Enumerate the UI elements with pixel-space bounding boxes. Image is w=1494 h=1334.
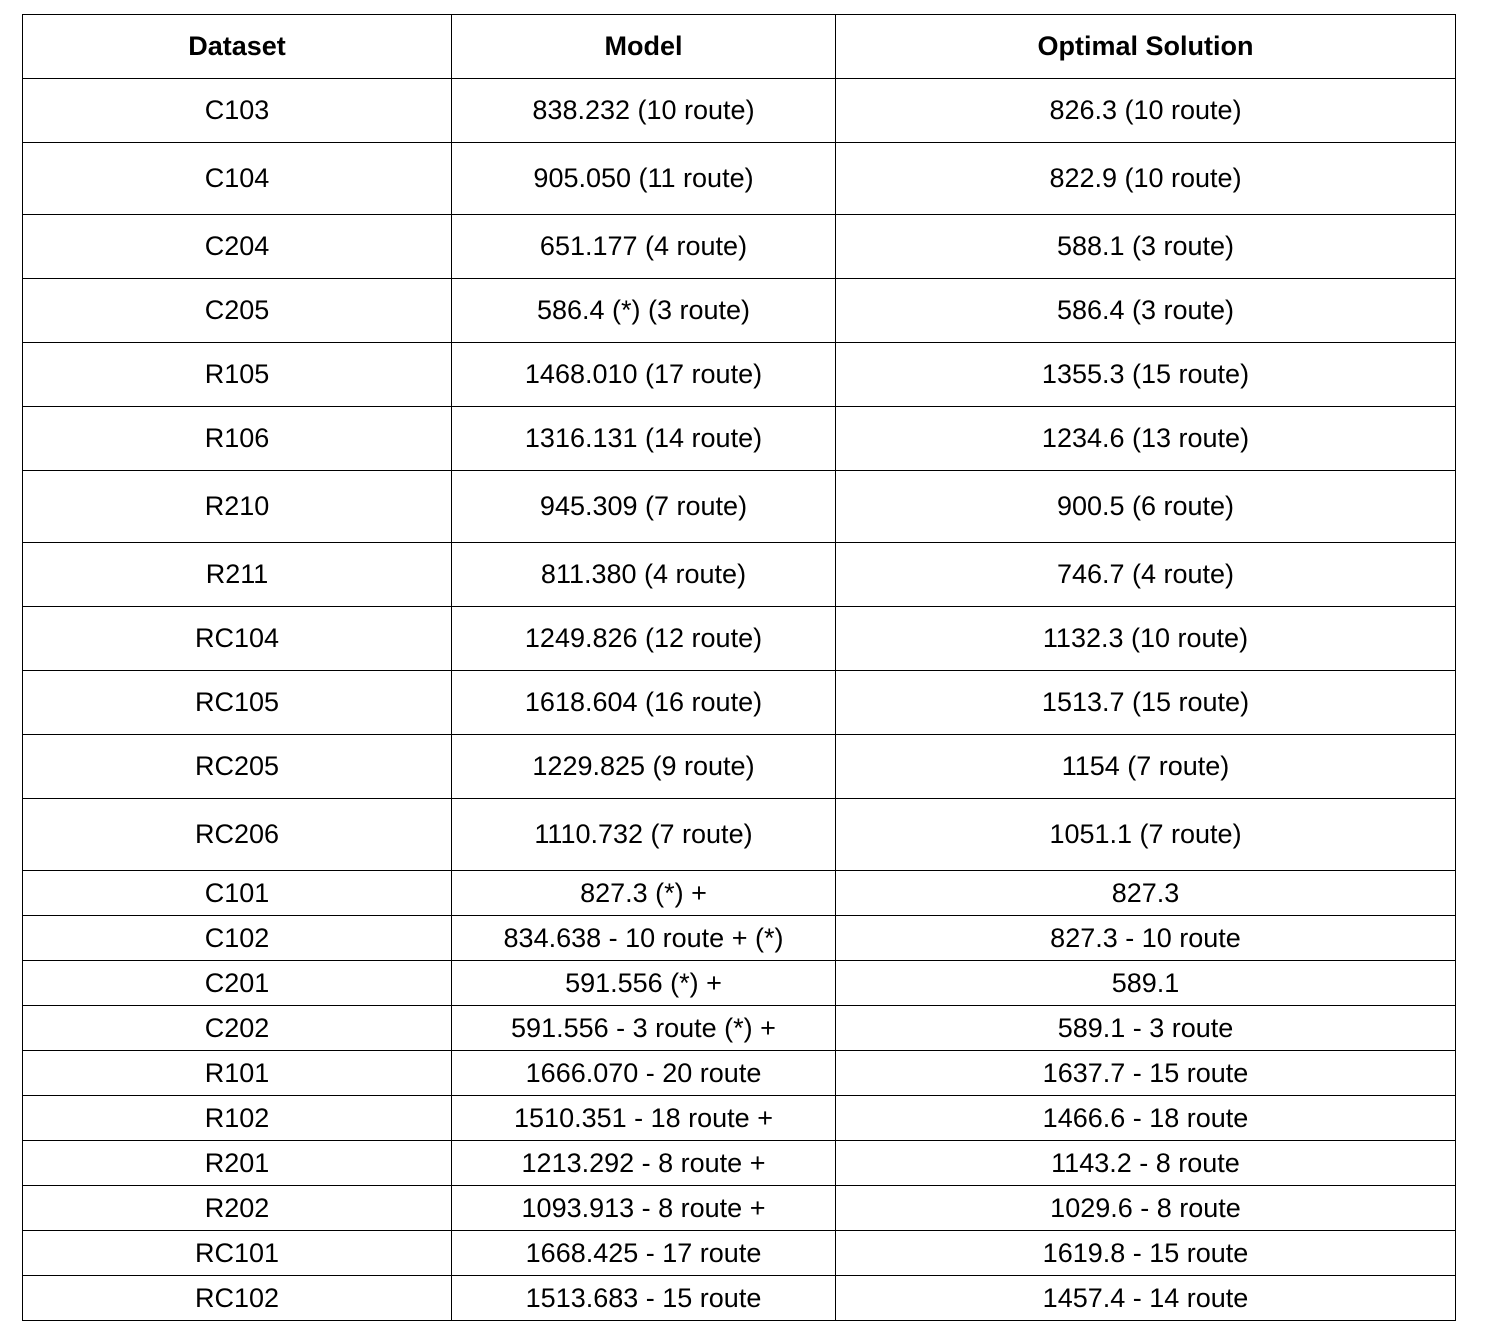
table-row [23, 343, 1456, 407]
cell-dataset: R106 [23, 407, 452, 471]
cell-model: 827.3 (*) + [452, 871, 836, 916]
cell-dataset: R101 [23, 1051, 452, 1096]
table-row [23, 871, 1456, 916]
cell-model: 1093.913 - 8 route + [452, 1186, 836, 1231]
cell-optimal: 900.5 (6 route) [836, 471, 1456, 543]
cell-optimal: 822.9 (10 route) [836, 143, 1456, 215]
cell-dataset: C102 [23, 916, 452, 961]
cell-optimal: 1637.7 - 15 route [836, 1051, 1456, 1096]
header-model: Model [452, 15, 836, 79]
table-row [23, 916, 1456, 961]
cell-dataset: RC102 [23, 1276, 452, 1321]
table-row [23, 407, 1456, 471]
cell-dataset: RC206 [23, 799, 452, 871]
cell-model: 591.556 (*) + [452, 961, 836, 1006]
cell-dataset: C204 [23, 215, 452, 279]
cell-model: 1229.825 (9 route) [452, 735, 836, 799]
table-body [23, 79, 1456, 1321]
cell-optimal: 589.1 - 3 route [836, 1006, 1456, 1051]
cell-optimal: 1051.1 (7 route) [836, 799, 1456, 871]
table-row [23, 1186, 1456, 1231]
cell-model: 1249.826 (12 route) [452, 607, 836, 671]
cell-model: 1668.425 - 17 route [452, 1231, 836, 1276]
cell-optimal: 827.3 - 10 route [836, 916, 1456, 961]
table-row [23, 543, 1456, 607]
cell-dataset: R210 [23, 471, 452, 543]
cell-model: 1213.292 - 8 route + [452, 1141, 836, 1186]
table-row [23, 471, 1456, 543]
header-dataset: Dataset [23, 15, 452, 79]
table-row [23, 735, 1456, 799]
cell-dataset: R105 [23, 343, 452, 407]
table-row [23, 607, 1456, 671]
cell-dataset: C205 [23, 279, 452, 343]
table-row [23, 79, 1456, 143]
cell-optimal: 586.4 (3 route) [836, 279, 1456, 343]
table-row [23, 1231, 1456, 1276]
cell-optimal: 746.7 (4 route) [836, 543, 1456, 607]
cell-dataset: R211 [23, 543, 452, 607]
cell-optimal: 1154 (7 route) [836, 735, 1456, 799]
cell-optimal: 1619.8 - 15 route [836, 1231, 1456, 1276]
table-row [23, 799, 1456, 871]
cell-model: 838.232 (10 route) [452, 79, 836, 143]
cell-dataset: RC205 [23, 735, 452, 799]
table-row [23, 1141, 1456, 1186]
results-table [22, 14, 1456, 1321]
cell-model: 945.309 (7 route) [452, 471, 836, 543]
cell-model: 1110.732 (7 route) [452, 799, 836, 871]
table-row [23, 143, 1456, 215]
table-row [23, 1051, 1456, 1096]
table-row [23, 279, 1456, 343]
cell-optimal: 1143.2 - 8 route [836, 1141, 1456, 1186]
cell-dataset: C103 [23, 79, 452, 143]
header-optimal-solution: Optimal Solution [836, 15, 1456, 79]
table-row [23, 215, 1456, 279]
cell-dataset: R202 [23, 1186, 452, 1231]
cell-optimal: 588.1 (3 route) [836, 215, 1456, 279]
cell-optimal: 589.1 [836, 961, 1456, 1006]
cell-dataset: R201 [23, 1141, 452, 1186]
cell-dataset: R102 [23, 1096, 452, 1141]
table-row [23, 1276, 1456, 1321]
cell-model: 905.050 (11 route) [452, 143, 836, 215]
cell-model: 1618.604 (16 route) [452, 671, 836, 735]
cell-model: 1513.683 - 15 route [452, 1276, 836, 1321]
cell-optimal: 1513.7 (15 route) [836, 671, 1456, 735]
cell-dataset: C104 [23, 143, 452, 215]
cell-optimal: 1457.4 - 14 route [836, 1276, 1456, 1321]
cell-dataset: RC105 [23, 671, 452, 735]
cell-dataset: C201 [23, 961, 452, 1006]
cell-model: 651.177 (4 route) [452, 215, 836, 279]
header-row [23, 15, 1456, 79]
cell-model: 1316.131 (14 route) [452, 407, 836, 471]
cell-optimal: 1466.6 - 18 route [836, 1096, 1456, 1141]
table-header [23, 15, 1456, 79]
cell-dataset: RC101 [23, 1231, 452, 1276]
table-row [23, 1096, 1456, 1141]
table-row [23, 961, 1456, 1006]
table-row [23, 1006, 1456, 1051]
cell-model: 1510.351 - 18 route + [452, 1096, 836, 1141]
cell-optimal: 827.3 [836, 871, 1456, 916]
cell-dataset: C101 [23, 871, 452, 916]
cell-optimal: 1234.6 (13 route) [836, 407, 1456, 471]
cell-model: 834.638 - 10 route + (*) [452, 916, 836, 961]
cell-optimal: 1355.3 (15 route) [836, 343, 1456, 407]
cell-model: 811.380 (4 route) [452, 543, 836, 607]
cell-optimal: 826.3 (10 route) [836, 79, 1456, 143]
cell-model: 586.4 (*) (3 route) [452, 279, 836, 343]
cell-dataset: RC104 [23, 607, 452, 671]
cell-dataset: C202 [23, 1006, 452, 1051]
cell-model: 1666.070 - 20 route [452, 1051, 836, 1096]
cell-model: 591.556 - 3 route (*) + [452, 1006, 836, 1051]
cell-optimal: 1029.6 - 8 route [836, 1186, 1456, 1231]
table-row [23, 671, 1456, 735]
cell-optimal: 1132.3 (10 route) [836, 607, 1456, 671]
cell-model: 1468.010 (17 route) [452, 343, 836, 407]
